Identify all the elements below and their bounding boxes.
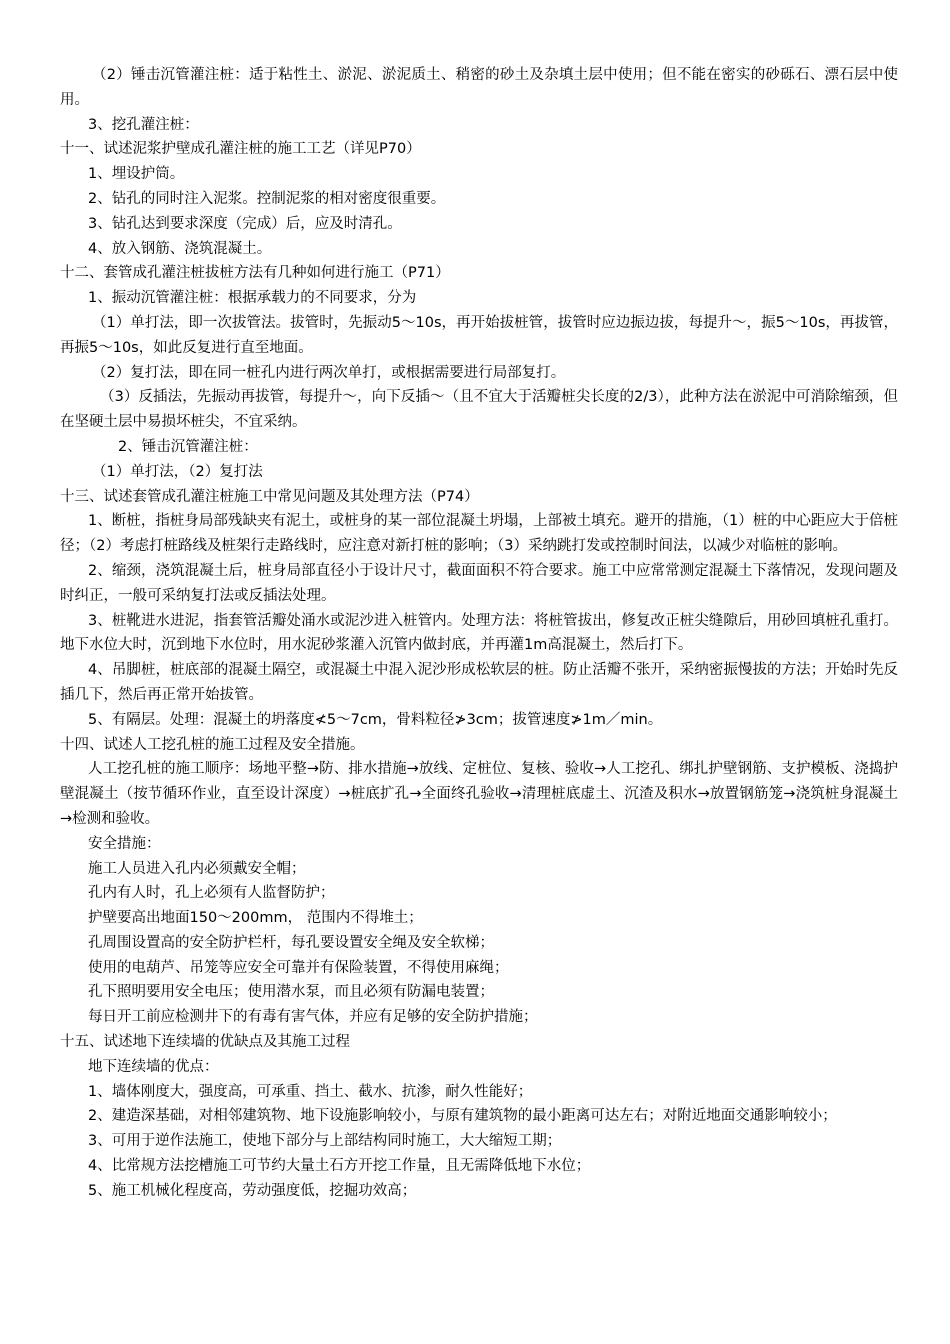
list-item: 5、施工机械化程度高，劳动强度低，挖掘功效高； bbox=[88, 1182, 417, 1199]
document-page bbox=[60, 63, 898, 1204]
list-item: 3、钻孔达到要求深度（完成）后，应及时清孔。 bbox=[88, 215, 402, 232]
subheading: 3、挖孔灌注桩： bbox=[88, 116, 199, 133]
list-item: 2、钻孔的同时注入泥浆。控制泥浆的相对密度很重要。 bbox=[88, 190, 446, 207]
paragraph: 人工挖孔桩的施工顺序：场地平整→防、排水措施→放线、定桩位、复核、验收→人工挖孔、绑扎护壁钢筋、支护模板、浇捣护壁混凝土（按节循环作业，直至设计深度）→桩底扩孔→全面终孔验收→清理桩底虚土、沉渣及积水→放置钢筋笼→浇筑桩身混凝土→检测和验收。 bbox=[60, 761, 898, 827]
list-item: 孔内有人时，孔上必须有人监督防护； bbox=[88, 885, 335, 902]
section-heading: 十四、试述人工挖孔桩的施工过程及安全措施。 bbox=[60, 736, 365, 753]
paragraph: （3）反插法，先振动再拔管，每提升～，向下反插～（且不宜大于活瓣桩尖长度的2/3），此种方法在淤泥中可消除缩颈，但在坚硬土层中易损坏桩尖，不宜采纳。 bbox=[60, 389, 898, 431]
paragraph: （1）单打法，（2）复打法 bbox=[92, 463, 263, 480]
paragraph: 5、有隔层。处理：混凝土的坍落度≮5～7cm，骨料粒径≯3cm；拔管速度≯1m／min。 bbox=[88, 711, 663, 728]
paragraph: 1、断桩，指桩身局部残缺夹有泥土，或桩身的某一部位混凝土坍塌，上部被土填充。避开的措施，（1）桩的中心距应大于倍桩径；（2）考虑打桩路线及桩架行走路线时，应注意对新打桩的影响；（3）采纳跳打发或控制时间法，以减少对临桩的影响。 bbox=[60, 513, 898, 555]
list-item: 4、比常规方法挖槽施工可节约大量土石方开挖工作量，且无需降低地下水位； bbox=[88, 1158, 591, 1175]
section-heading: 十二、套管成孔灌注桩拔桩方法有几种如何进行施工（P71） bbox=[60, 265, 450, 282]
list-item: 2、建造深基础，对相邻建筑物、地下设施影响较小，与原有建筑物的最小距离可达左右；对附近地面交通影响较小； bbox=[88, 1108, 837, 1125]
list-item: 施工人员进入孔内必须戴安全帽； bbox=[88, 860, 306, 877]
subheading: 地下连续墙的优点： bbox=[88, 1058, 219, 1075]
paragraph: 4、吊脚桩，桩底部的混凝土隔空，或混凝土中混入泥沙形成松软层的桩。防止活瓣不张开，采纳密振慢拔的方法；开始时先反插几下，然后再正常开始拔管。 bbox=[60, 662, 898, 703]
section-heading: 十五、试述地下连续墙的优缺点及其施工过程 bbox=[60, 1034, 350, 1051]
list-item: 3、可用于逆作法施工，使地下部分与上部结构同时施工，大大缩短工期； bbox=[88, 1133, 562, 1150]
paragraph: （2）复打法，即在同一桩孔内进行两次单打，或根据需要进行局部复打。 bbox=[92, 364, 566, 381]
list-item: 孔下照明要用安全电压；使用潜水泵，而且必须有防漏电装置； bbox=[88, 984, 494, 1001]
list-item: 护壁要高出地面150～200mm， 范围内不得堆土； bbox=[88, 910, 423, 927]
subheading: 2、锤击沉管灌注桩： bbox=[118, 438, 258, 455]
paragraph: （1）单打法，即一次拔管法。拔管时，先振动5～10s，再开始拔桩管，拔管时应边振边拔，每提升～，振5～10s，再拔管，再振5～10s，如此反复进行直至地面。 bbox=[60, 314, 898, 356]
paragraph: （2）锤击沉管灌注桩：适于粘性土、淤泥、淤泥质土、稍密的砂土及杂填土层中使用；但不能在密实的砂砾石、漂石层中使用。 bbox=[60, 67, 898, 108]
subheading: 安全措施： bbox=[88, 835, 161, 852]
section-heading: 十一、试述泥浆护壁成孔灌注桩的施工工艺（详见P70） bbox=[60, 141, 421, 158]
subheading: 1、振动沉管灌注桩：根据承载力的不同要求，分为 bbox=[88, 290, 417, 307]
list-item: 孔周围设置高的安全防护栏杆，每孔要设置安全绳及安全软梯； bbox=[88, 934, 494, 951]
paragraph: 2、缩颈，浇筑混凝土后，桩身局部直径小于设计尺寸，截面面积不符合要求。施工中应常常测定混凝土下落情况，发现问题及时纠正，一般可采纳复打法或反插法处理。 bbox=[60, 562, 898, 604]
paragraph: 3、桩靴进水进泥，指套管活瓣处涌水或泥沙进入桩管内。处理方法：将桩管拔出，修复改正桩尖缝隙后，用砂回填桩孔重打。地下水位大时，沉到地下水位时，用水泥砂浆灌入沉管内做封底，并再灌1m高混凝土，然后打下。 bbox=[60, 612, 898, 654]
list-item: 1、埋设护筒。 bbox=[88, 166, 185, 183]
list-item: 1、墙体刚度大，强度高，可承重、挡土、截水、抗渗，耐久性能好； bbox=[88, 1083, 533, 1100]
list-item: 使用的电葫芦、吊笼等应安全可靠并有保险装置，不得使用麻绳； bbox=[88, 959, 509, 976]
list-item: 4、放入钢筋、浇筑混凝土。 bbox=[88, 240, 272, 257]
list-item: 每日开工前应检测井下的有毒有害气体，并应有足够的安全防护措施； bbox=[88, 1009, 538, 1026]
section-heading: 十三、试述套管成孔灌注桩施工中常见问题及其处理方法（P74） bbox=[60, 488, 479, 505]
